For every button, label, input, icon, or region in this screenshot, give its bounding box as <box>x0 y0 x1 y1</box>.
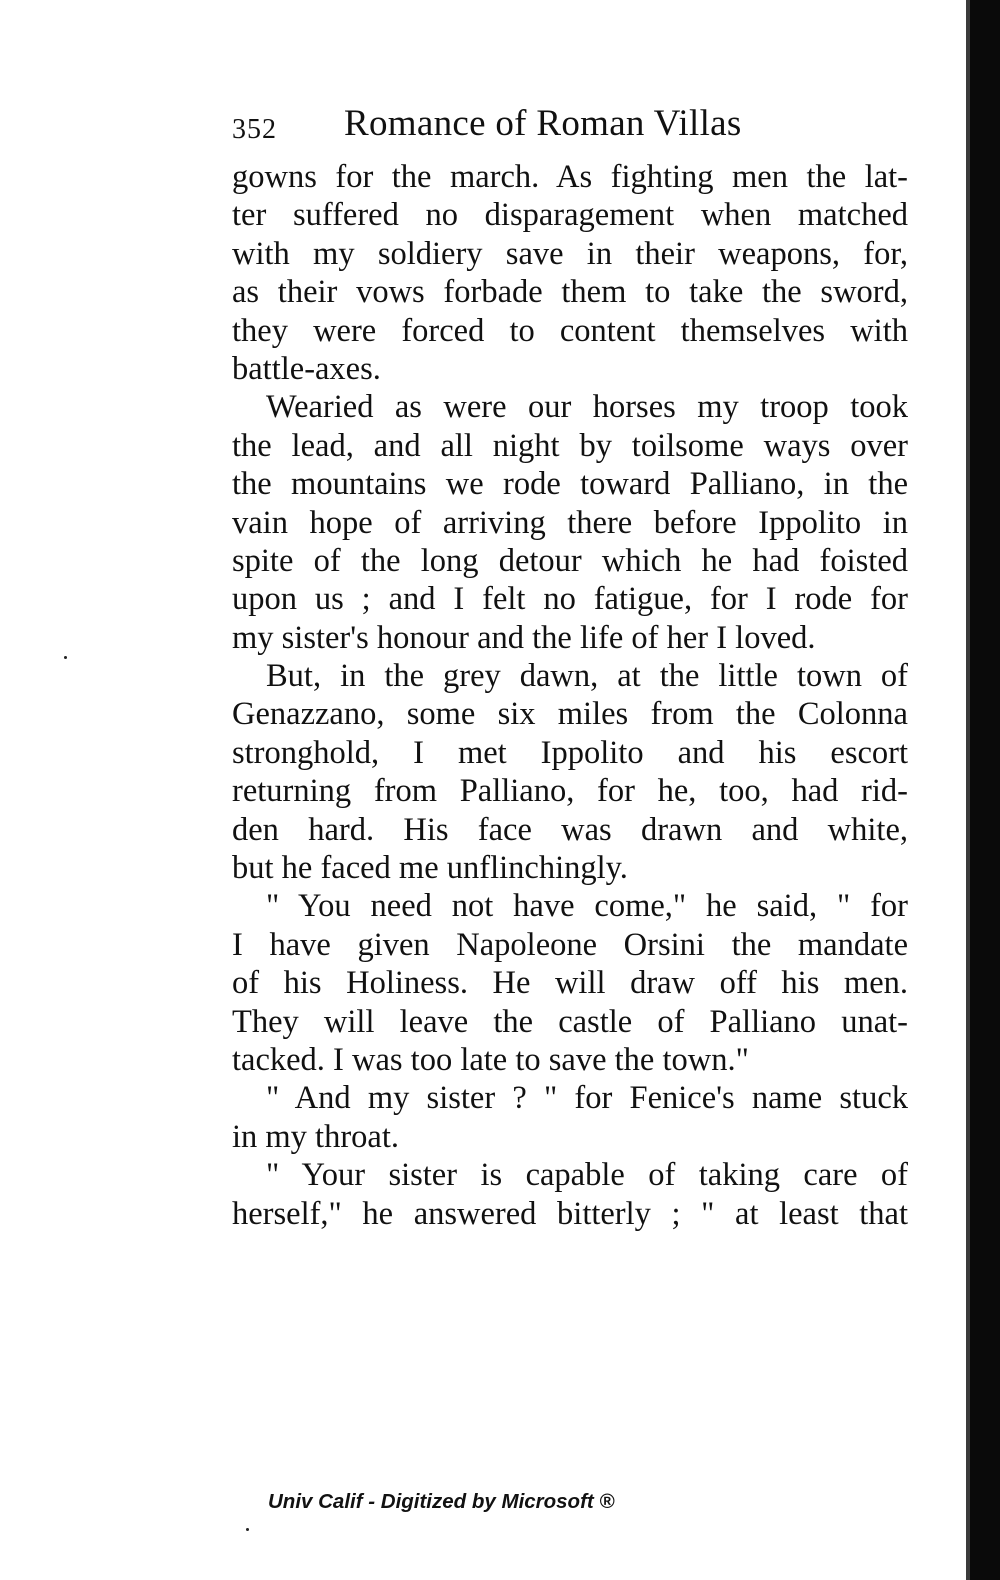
scan-edge-highlight <box>966 0 970 1580</box>
text-line: " Your sister is capable of taking care of <box>266 1157 908 1194</box>
text-line: " You need not have come," he said, " for <box>266 888 908 925</box>
text-line: tacked. I was too late to save the town." <box>232 1041 749 1078</box>
book-page <box>232 100 908 1233</box>
scan-speck <box>64 656 67 659</box>
text-line: " And my sister ? " for Fenice's name stuck <box>266 1080 908 1117</box>
text-line: returning from Palliano, for he, too, had rid- <box>232 773 908 810</box>
body-text <box>232 158 908 1233</box>
text-line: they were forced to content themselves with <box>232 312 908 349</box>
text-line: the mountains we rode toward Palliano, in the <box>232 466 908 503</box>
text-line: with my soldiery save in their weapons, for, <box>232 235 908 272</box>
running-head <box>232 100 908 152</box>
text-line: as their vows forbade them to take the sword, <box>232 274 908 311</box>
text-line: Genazzano, some six miles from the Colonna <box>232 696 908 733</box>
scan-speck <box>246 1528 249 1531</box>
text-line: vain hope of arriving there before Ippolito in <box>232 504 908 541</box>
text-line: But, in the grey dawn, at the little town of <box>266 658 908 695</box>
text-line: upon us ; and I felt no fatigue, for I rode for <box>232 581 908 618</box>
text-line: the lead, and all night by toilsome ways over <box>232 427 908 464</box>
page-number: 352 <box>232 114 277 145</box>
text-line: They will leave the castle of Palliano unat- <box>232 1003 908 1040</box>
text-line: gowns for the march. As fighting men the lat- <box>232 159 908 195</box>
digitization-credit: Univ Calif - Digitized by Microsoft ® <box>268 1490 615 1513</box>
scan-edge-shadow <box>966 0 1000 1580</box>
text-line: spite of the long detour which he had foisted <box>232 542 908 579</box>
text-line: stronghold, I met Ippolito and his escort <box>232 734 908 771</box>
text-line: battle-axes. <box>232 350 381 387</box>
text-line: but he faced me unflinchingly. <box>232 850 628 887</box>
text-line: den hard. His face was drawn and white, <box>232 811 908 848</box>
text-line: in my throat. <box>232 1118 399 1155</box>
text-line: I have given Napoleone Orsini the mandate <box>232 926 908 963</box>
text-line: my sister's honour and the life of her I loved. <box>232 619 816 656</box>
text-line: herself," he answered bitterly ; " at least that <box>232 1195 908 1232</box>
text-line: ter suffered no disparagement when matched <box>232 197 908 234</box>
text-line: of his Holiness. He will draw off his men. <box>232 965 908 1002</box>
text-line: Wearied as were our horses my troop took <box>266 389 908 426</box>
book-title: Romance of Roman Villas <box>344 103 742 144</box>
